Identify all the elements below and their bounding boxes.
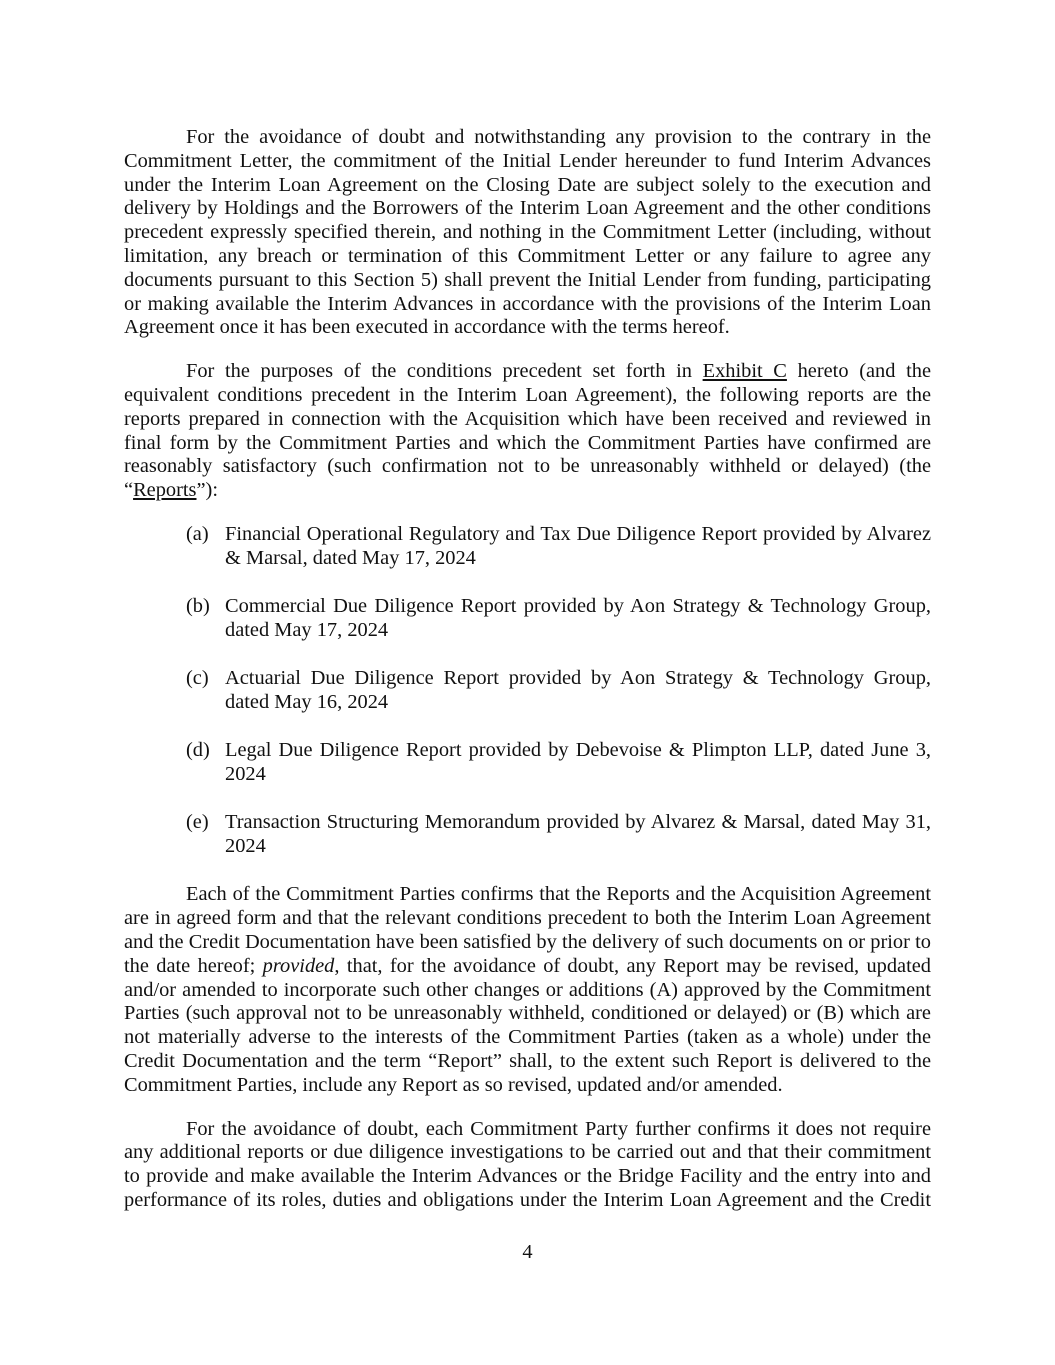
paragraph-funding-certainty: For the avoidance of doubt and notwithstanding any provision to the contrary in the Commitment Letter, the commitment of the Initial Lender hereunder to fund Interim Advances under the Interim Loan Agreement on the Closing Date are subject solely to the execution and delivery by Holdings and the Borrowers of the Interim Loan Agreement and the other conditions precedent expressly specified therein, and nothing in the Commitment Letter (including, without limitation, any breach or termination of this Commitment Letter or any failure to agree any documents pursuant to this Section 5) shall prevent the Initial Lender from funding, participating or making available the Interim Advances in accordance with the provisions of the Interim Loan Agreement once it has been executed in accordance with the terms hereof. [124,126,931,339]
list-label: (a) [186,522,209,545]
text: ”): [196,479,219,502]
reports-defined-term: Reports [133,479,197,502]
page-number: 4 [522,1241,533,1263]
list-label: (d) [186,739,210,762]
paragraph-no-additional-reports: For the avoidance of doubt, each Commitment Party further confirms it does not require any additional reports or due diligence investigations to be carried out and that their commitment to provide and make available the Interim Advances or the Bridge Facility and the entry into and performance of its roles, duties and obligations under the Interim Loan Agreement and the Credit [124,1117,931,1211]
list-text: Legal Due Diligence Report provided by Debevoise & Plimpton LLP, dated June 3, 2024 [225,739,931,786]
list-item [124,667,931,715]
text: hereto (and the equivalent conditions precedent in the Interim Loan Agreement), the following reports are the reports prepared in connection with the Acquisition which have been received and reviewed in final form by the Commitment Parties and which the Commitment Parties have confirmed are reasonably satisfactory (such confirmation not to be unreasonably withheld or delayed) (the “ [124,360,931,502]
reports-list [124,523,931,859]
text: , that, for the avoidance of doubt, any Report may be revised, updated and/or amended to incorporate such other changes or additions (A) approved by the Commitment Parties (such approval not to be unreasonably withheld, conditioned or delayed) or (B) which are not materially adverse to the interests of the Commitment Parties (taken as a whole) under the Credit Documentation and the term “Report” shall, to the extent such Report is delivered to the Commitment Parties, include any Report as so revised, updated and/or amended. [124,954,932,1096]
list-item [124,595,931,643]
list-label: (e) [186,811,209,834]
list-item [124,739,931,787]
exhibit-c-reference: Exhibit C [702,360,787,383]
list-text: Actuarial Due Diligence Report provided by Aon Strategy & Technology Group, dated May 16, 2024 [225,667,931,713]
list-text: Financial Operational Regulatory and Tax Due Diligence Report provided by Alvarez & Marsal, dated May 17, 2024 [225,522,931,569]
list-item [124,523,931,571]
document-page [124,126,931,1233]
provided-term: provided [262,954,335,977]
text: Each of the Commitment Parties confirms that the Reports and the Acquisition Agreement are in agreed form and that the relevant conditions precedent to both the Interim Loan Agreement and the Credit Documentation have been satisfied by the delivery of such documents on or prior to the date hereof; [124,883,931,977]
paragraph-confirmation [124,883,931,1097]
list-label: (c) [186,667,209,690]
list-label: (b) [186,595,210,618]
list-item [124,811,931,859]
list-text: Commercial Due Diligence Report provided by Aon Strategy & Technology Group, dated May 17, 2024 [225,595,931,641]
paragraph-reports-intro [124,360,931,503]
list-text: Transaction Structuring Memorandum provided by Alvarez & Marsal, dated May 31, 2024 [225,811,931,858]
text: For the purposes of the conditions precedent set forth in [186,360,703,383]
